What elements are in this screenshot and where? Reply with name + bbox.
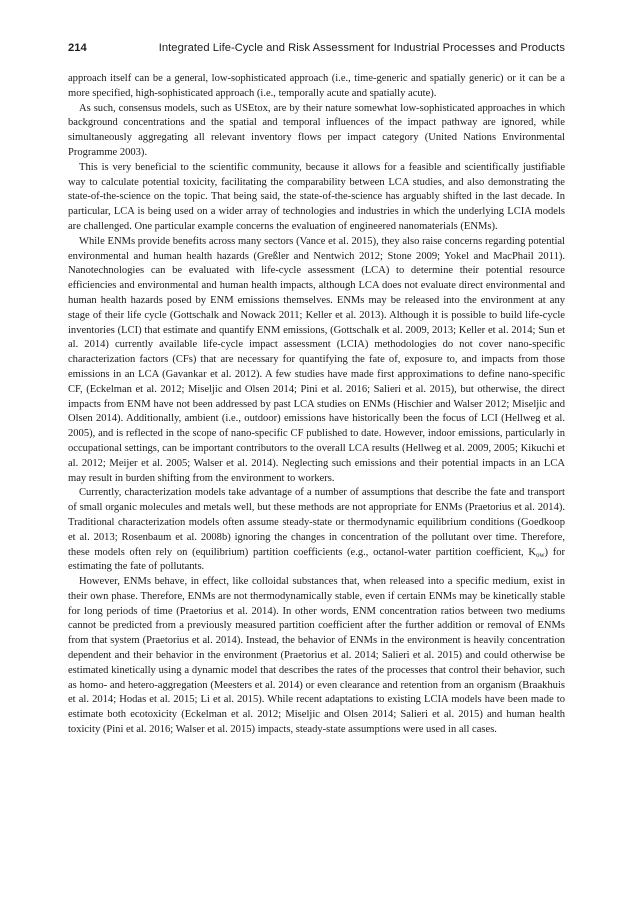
paragraph-consensus-models: As such, consensus models, such as USEtox, are by their nature somewhat low-sophisticated approaches in which background concentrations and the spatial and temporal influences of the impact pathway are ignored, while simultaneously aggregating all relevant inventory flows per impact category (United Nations Environmental Programme 2003). (68, 102, 565, 158)
paragraph-characterization-tail: ) for estimating the fate of pollutants. (68, 546, 565, 573)
paragraph-enm-benefits: While ENMs provide benefits across many sectors (Vance et al. 2015), they also raise concerns regarding potential environmental and human health hazards (Greßler and Nentwich 2012; Stone 2009; Yokel and MacPhail 2011). Nanotechnologies can be evaluated with life-cycle assessment (LCA) to determine their potential resource efficiencies and environmental and human health impacts, although LCA does not evaluate direct environmental and human health hazards posed by ENM emissions themselves. ENMs may be released into the environment at any stage of their life cycle (Gottschalk and Nowack 2011; Keller et al. 2013). Although it is possible to build life-cycle inventories (LCI) that estimate and quantify ENM emissions, (Gottschalk et al. 2009, 2013; Keller et al. 2014; Sun et al. 2014) currently available life-cycle impact assessment (LCIA) methodologies do not cover nano-specific characterization factors (CFs) that are necessary for quantifying the fate of, exposure to, and impacts from those emissions in an LCA (Gavankar et al. 2012). A few studies have made first approximations to define nano-specific CF, (Eckelman et al. 2012; Miseljic and Olsen 2014; Pini et al. 2016; Salieri et al. 2015), but otherwise, the direct impacts from ENM have not been addressed by past LCA studies on ENMs (Hischier and Walser 2012; Miseljic and Olsen 2014). Additionally, ambient (i.e., outdoor) emissions have historically been the focus of LCI (Hellweg et al. 2005), and is reflected in the scope of nano-specific CF published to date. However, indoor emissions, particularly in occupational settings, can be important contributors to the overall LCA results (Hellweg et al. 2009, 2005; Kikuchi et al. 2012; Meijer et al. 2005; Walser et al. 2014). Neglecting such emissions and their potential impacts in an LCA may result in burden shifting from the environment to workers. (68, 235, 565, 484)
paragraph-characterization-text: Currently, characterization models take advantage of a number of assumptions that describe the fate and transport of small organic molecules and metals well, but these methods are not appropriate for ENMs (Praetorius et al. 2014). Traditional characterization models often assume steady-state or thermodynamic equilibrium conditions (Goedkoop et al. 2013; Rosenbaum et al. 2008b) ignoring the changes in concentration of the pollutant over time. Therefore, these models often rely on (equilibrium) partition coefficients (e.g., octanol-water partition coefficient, K (68, 487, 565, 558)
paragraph-continuation: approach itself can be a general, low-sophisticated approach (i.e., time-generic and spatially generic) or it can be a more specified, high-sophisticated approach (i.e., temporally acute and spatially acute). (68, 73, 565, 99)
kow-subscript: ow (535, 550, 545, 559)
running-header (68, 42, 565, 58)
paragraph-characterization-models (68, 486, 565, 575)
paragraph-scientific-benefit: This is very beneficial to the scientific community, because it allows for a feasible and scientifically justifiable way to calculate potential toxicity, facilitating the comparability between LCA studies, and also demonstrating the state-of-the-science on the topic. That being said, the state-of-the-science has arguably shifted in the last decade. In particular, LCA is being used on a wider array of technologies and industries in which the underlying LCIA models are challenged. One particular example concerns the evaluation of engineered nanomaterials (ENMs). (68, 161, 565, 232)
page-number: 214 (68, 42, 87, 54)
paragraph-enm-behavior: However, ENMs behave, in effect, like colloidal substances that, when released into a specific medium, exist in their own phase. Therefore, ENMs are not thermodynamically stable, even if certain ENMs may be kinetically stable for long periods of time (Praetorius et al. 2014). In other words, ENM concentration ratios between two mediums cannot be predicted from a previously measured partition coefficient after the further addition or removal of ENMs from that system (Praetorius et al. 2014). Instead, the behavior of ENMs in the environment is heavily concentration dependent and their behavior in the environment (Praetorius et al. 2014; Salieri et al. 2015) and could otherwise be estimated kinetically using a dynamic model that describes the rates of the processes that control their behavior, such as homo- and hetero-aggregation (Meesters et al. 2014) or even clearance and retention from an organism (Braakhuis et al. 2014; Hodas et al. 2015; Li et al. 2015). While recent adaptations to existing LCIA models have been made to estimate both ecotoxicity (Eckelman et al. 2012; Miseljic and Olsen 2014; Salieri et al. 2015) and human health toxicity (Pini et al. 2016; Walser et al. 2015) impacts, steady-state assumptions were used in all cases. (68, 576, 565, 736)
running-header-title: Integrated Life-Cycle and Risk Assessment for Industrial Processes and Products (158, 42, 565, 54)
body-text (68, 72, 565, 738)
